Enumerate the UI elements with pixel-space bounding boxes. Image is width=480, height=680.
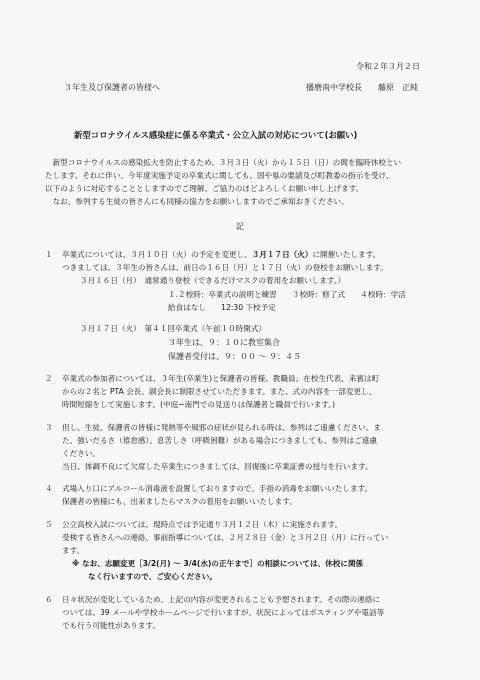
item-2-line-2: からの２名と PTA 会長、副会長に制限させていただきます。また、式の内容を一部変更し、 — [62, 387, 377, 396]
item-1-line-2: つきましては、３年生の皆さんは、前日の１６日（月）と１７日（火）の登校をお願いします。 — [62, 263, 388, 272]
recipient-line: ３年生及び保護者の皆様へ — [64, 83, 160, 92]
item-1-line-5: 給食はなし 12:30 下校予定 — [168, 303, 276, 312]
item-1-line-8: 保護者受付は、９：００ ～ ９：４５ — [168, 352, 302, 361]
item-6-line-2: ついては、39 メールや学校ホームページで行いますが、状況によってはポスティングや電話等 — [62, 608, 385, 617]
item-3-line-4: 当日、体調不良にて欠席した卒業生につきましては、回復後に卒業証書の授与を行います。 — [62, 462, 373, 471]
ki-heading: 記 — [236, 222, 244, 231]
item-1-line-4: １.２校時：卒業式の説明と練習 ３校時：修了式 ４校時：学活 — [168, 290, 406, 299]
intro-line-3: 以下のように対応することとしますのでご理解、ご協力のほどよろしくお願い申し上げます。 — [45, 184, 364, 193]
item-5-line-2: 受検する皆さんへの連絡、事前指導については、２月２８日（金）と３月２日（月）に行ってい — [62, 533, 389, 542]
item-number: ３ — [45, 423, 53, 432]
item-5-line-1: 公立高校入試については、現時点では予定通り３月１２日（木）に実施されます。 — [62, 520, 343, 529]
item-2-line-3: 時間短縮をして実施します。(中庭~南門での見送りは保護者と職員で行います。) — [62, 400, 336, 409]
item-1-line-3: ３月１６日（月） 通常通り登校（できるだけマスクの着用をお願いします。） — [80, 276, 346, 285]
document-date: 令和２年３月２日 — [356, 62, 420, 71]
item-5-note-line-2: なく行いますので、ご安心ください。 — [88, 572, 217, 581]
item-6-line-3: でも行う可能性があります。 — [62, 621, 161, 630]
item-5-line-3: ます。 — [62, 546, 85, 555]
intro-line-2: たします。それに伴い、今年度実施予定の卒業式に関しても、国や県の要請及び町教委の指示を受け、 — [45, 171, 394, 180]
sender-line: 播磨南中学校長 藤原 正純 — [306, 83, 418, 92]
item-2-line-1: 卒業式の参加者については、３年生(卒業生)と保護者の皆様、教職員、在校生代表、来賓は町 — [62, 374, 380, 383]
item-5-note-line-1: ※ なお、志願変更［3/2(月) ～ 3/4(水)の正午まで］の相談については、休校に関係 — [72, 559, 364, 568]
item-number: ５ — [45, 520, 53, 529]
item-4-line-2: 保護者の皆様にも、出来ましたらマスクの着用をお願いいたします。 — [62, 497, 297, 506]
item-3-line-1: 但し、生徒、保護者の皆様に発熱等や風邪の症状が見られる時は、参列はご遠慮ください。ま — [62, 423, 381, 432]
item-3-line-3: ください。 — [62, 449, 100, 458]
intro-line-1: 新型コロナウイルスの感染拡大を防止するため、３月３日（火）から１５日（日）の間を臨時休校とい — [45, 158, 402, 167]
intro-line-4: なお、参列する生徒の皆さんにも同様の協力をお願いしますのでご承知おきください。 — [45, 197, 349, 206]
item-1-line-6: ３月１７日（火） 第４１回卒業式（午前１０時開式） — [80, 324, 267, 333]
item-1-line-7: ３年生は、９：１０に教室集合 — [168, 338, 280, 347]
item-number: １ — [45, 250, 53, 259]
item-number: ４ — [45, 484, 53, 493]
item-6-line-1: 日々状況が変化しているため、上記の内容が変更されることも予想されます。その際の連絡に — [62, 595, 381, 604]
item-number: ２ — [45, 374, 53, 383]
item-3-line-2: た、強いだるさ（倦怠感）、息苦しさ（呼吸困難）がある場合につきましても、参列はご遠慮 — [62, 436, 377, 445]
document-title: 新型コロナウイルス感染症に係る卒業式・公立入試の対応について(お願い) — [74, 130, 358, 140]
item-1-line-1: 卒業式については、３月１０日（火）の予定を変更し、３月１７日（火）に開催いたします。 — [62, 250, 381, 259]
item-4-line-1: 式場入り口にアルコール消毒液を設置しておりますので、手指の消毒をお願いいたします。 — [62, 484, 373, 493]
item-number: ６ — [45, 595, 53, 604]
